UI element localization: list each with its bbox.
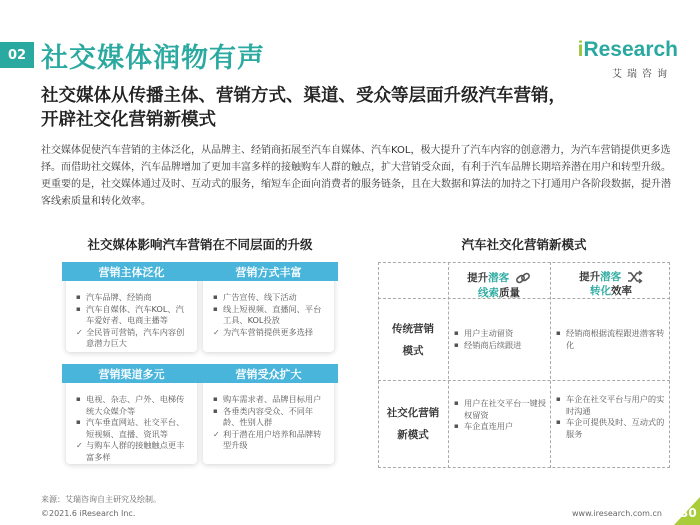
page-title: 社交媒体润物有声	[41, 43, 265, 74]
shuffle-icon	[627, 270, 643, 284]
logo-brand-i: i	[577, 38, 584, 61]
iresearch-logo	[570, 38, 678, 82]
section-number: 02	[0, 42, 34, 68]
left-panel-title: 社交媒体影响汽车营销在不同层面的升级	[87, 237, 313, 252]
logo-brand-rest: Research	[583, 38, 678, 61]
page-number: 30	[680, 506, 697, 520]
card-bullet: ▪ 线上短视频、直播间、平台工具、KOL投放	[213, 304, 328, 327]
card-bullet: ▪ 汽车垂直网站、社交平台、短视频、直播、资讯等	[76, 417, 191, 440]
subtitle-line-1: 社交媒体从传播主体、营销方式、渠道、受众等层面升级汽车营销，	[41, 86, 566, 106]
cell-traditional-efficiency: ▪ 经销商根据流程跟进潜客转化	[556, 328, 666, 351]
source-note: 来源：艾瑞咨询自主研究及绘制。	[41, 495, 161, 504]
col-header-quality: 提升潜客 线索质量	[452, 270, 546, 300]
card-subject	[66, 265, 197, 352]
card-bullet: ▪ 各垂类内容受众、不同年龄、性别人群	[213, 406, 328, 429]
col-header-efficiency: 提升潜客 转化效率	[555, 270, 667, 298]
card-head: 营销方式丰富	[199, 262, 338, 281]
copyright: ©2021.6 iResearch Inc.	[41, 509, 136, 518]
card-bullet: ▪ 广告宣传、线下活动	[213, 292, 328, 304]
card-head: 营销受众扩大	[199, 364, 338, 383]
website-url: www.iresearch.com.cn	[572, 509, 662, 518]
card-channel	[66, 367, 197, 464]
card-method	[203, 265, 334, 352]
row-header-social: 社交化营销 新模式	[386, 407, 440, 441]
subtitle-line-2: 开辟社交化营销新模式	[41, 110, 216, 130]
cell-social-efficiency: ▪ 车企在社交平台与用户的实时沟通 ▪ 车企可提供及时、互动式的服务	[556, 394, 666, 440]
card-head: 营销渠道多元	[62, 364, 201, 383]
card-check: ✓ 与购车人群的接触触点更丰富多样	[76, 440, 191, 463]
row-header-traditional: 传统营销 模式	[392, 323, 434, 357]
divider-horizontal	[378, 380, 670, 381]
divider-vertical	[448, 262, 449, 468]
card-head: 营销主体泛化	[62, 262, 201, 281]
cell-traditional-quality: ▪ 用户主动留资 ▪ 经销商后续跟进	[454, 328, 546, 351]
logo-cn: 艾瑞咨询	[612, 69, 672, 80]
card-bullet: ▪ 汽车品牌、经销商	[76, 292, 191, 304]
card-bullet: ▪ 购车需求者、品牌目标用户	[213, 394, 328, 406]
card-bullet: ▪ 汽车自媒体、汽车KOL、汽车爱好者、电商主播等	[76, 304, 191, 327]
cell-social-quality: ▪ 用户在社交平台一键授权留资 ▪ 车企直连用户	[454, 398, 546, 433]
card-check: ✓ 全民皆可营销，汽车内容创意潜力巨大	[76, 327, 191, 350]
card-audience	[203, 367, 334, 464]
card-bullet: ▪ 电视、杂志、户外、电梯传统大众媒介等	[76, 394, 191, 417]
card-check: ✓ 为汽车营销提供更多选择	[213, 327, 328, 339]
divider-vertical	[550, 262, 551, 468]
right-panel-title: 汽车社交化营销新模式	[461, 237, 587, 252]
card-check: ✓ 利于潜在用户培养和品牌转型升级	[213, 429, 328, 452]
subtitle	[41, 84, 671, 132]
body-paragraph: 社交媒体促使汽车营销的主体泛化，从品牌主、经销商拓展至汽车自媒体、汽车KOL，极大提升了汽车内容的创意潜力，为汽车营销提供更多选择。而借助社交媒体，汽车品牌增加了更加丰富多样的接触购车人群的触点，扩大营销受众面，有利于汽车品牌长期培养潜在用户和转型升级。更重要的是，社交媒体通过及时、互动式的服务，缩短车企面向消费者的服务链条，且在大数据和算法的加持之下打通用户各阶段数据，提升潜客线索质量和转化效率。	[41, 145, 671, 207]
link-icon	[515, 270, 531, 286]
